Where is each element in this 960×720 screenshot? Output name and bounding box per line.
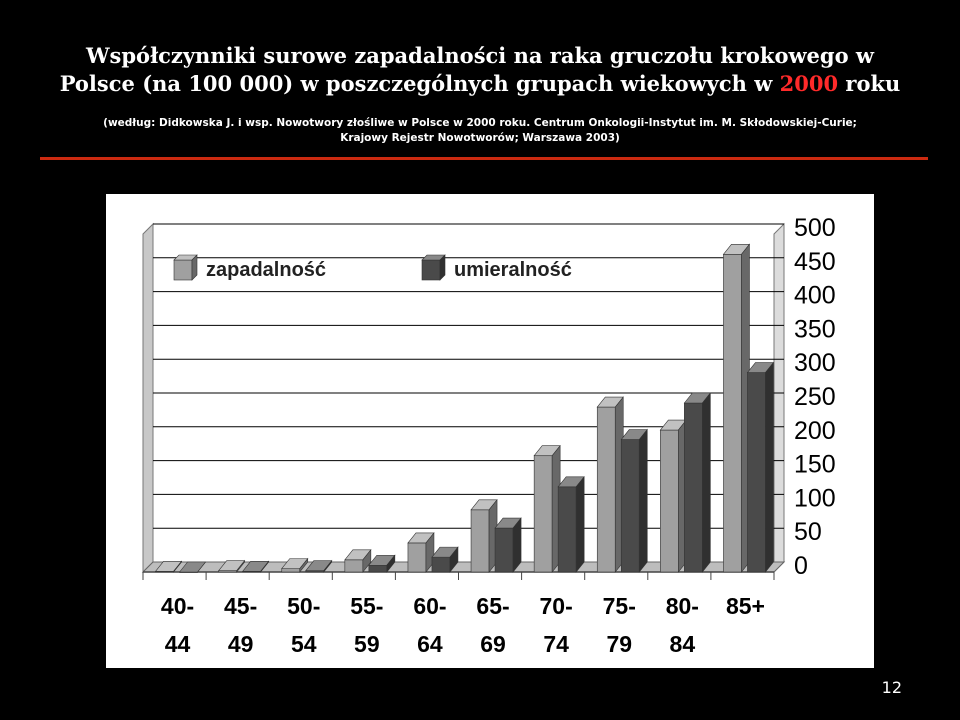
legend-swatch-zapadalnosc xyxy=(174,255,197,280)
title-part3: roku xyxy=(838,71,901,96)
y-tick-label: 400 xyxy=(794,281,836,310)
x-tick-label-top: 80- xyxy=(665,593,699,619)
x-tick-label-bottom: 64 xyxy=(417,631,443,657)
x-tick-label-top: 50- xyxy=(287,593,321,619)
x-tick-label-top: 75- xyxy=(602,593,636,619)
y-tick-labels xyxy=(794,214,836,580)
y-tick-label: 500 xyxy=(794,214,836,242)
y-tick-label: 350 xyxy=(794,315,836,344)
y-tick-label: 150 xyxy=(794,450,836,479)
x-tick-label-bottom: 59 xyxy=(354,631,380,657)
slide-title xyxy=(40,42,920,98)
bar-front xyxy=(345,560,363,572)
bar-zapadalnosc-4 xyxy=(408,533,434,572)
bar-zapadalnosc-9 xyxy=(723,244,749,572)
legend-label: zapadalność xyxy=(206,259,327,281)
bar-side xyxy=(513,518,521,572)
x-tick-labels xyxy=(161,593,765,657)
y-tick-label: 300 xyxy=(794,349,836,378)
title-year: 2000 xyxy=(779,71,839,96)
x-tick-label-bottom: 49 xyxy=(227,631,254,657)
y-tick-label: 250 xyxy=(794,383,836,411)
y-tick-label: 200 xyxy=(794,416,836,445)
bar-zapadalnosc-6 xyxy=(534,446,560,572)
slide-title-line1 xyxy=(40,42,920,70)
bar-side xyxy=(702,393,710,572)
bar-front xyxy=(684,403,702,572)
legend-swatch-front xyxy=(174,260,192,280)
x-tick-label-top: 70- xyxy=(539,593,573,619)
source-line1: (według: Didkowska J. i wsp. Nowotwory złośliwe w Polsce w 2000 roku. Centrum Onkologii-Instytut im. M. Skłodowskiej-Curie; xyxy=(103,117,857,129)
bar-front xyxy=(534,456,552,572)
bar-zapadalnosc-5 xyxy=(471,500,497,572)
page-number: 12 xyxy=(881,678,902,697)
slide-title-line2 xyxy=(40,70,920,98)
bar-chart xyxy=(106,194,874,668)
bar-front xyxy=(495,528,513,572)
bar-umieralnosc-6 xyxy=(558,477,584,572)
bar-front xyxy=(558,487,576,572)
y-tick-label: 450 xyxy=(794,247,836,276)
bar-side xyxy=(765,363,773,572)
y-tick-label: 0 xyxy=(794,552,808,580)
legend-swatch-front xyxy=(422,260,440,280)
bar-zapadalnosc-7 xyxy=(597,397,623,572)
bar-front xyxy=(747,373,765,572)
chart-side-wall xyxy=(143,224,153,572)
y-tick-label: 50 xyxy=(794,518,822,547)
bar-front xyxy=(723,254,741,572)
bar-front xyxy=(369,565,387,572)
x-tick-label-bottom: 44 xyxy=(164,631,191,657)
legend-swatch-umieralnosc xyxy=(422,255,445,280)
bar-front xyxy=(597,407,615,572)
source-line2: Krajowy Rejestr Nowotworów; Warszawa 2003) xyxy=(340,132,620,144)
bar-umieralnosc-5 xyxy=(495,518,521,572)
bar-front xyxy=(471,510,489,572)
x-tick-label-top: 55- xyxy=(350,593,384,619)
bar-umieralnosc-9 xyxy=(747,363,773,572)
x-tick-label-top: 45- xyxy=(224,593,258,619)
bar-umieralnosc-7 xyxy=(621,430,647,572)
title-divider xyxy=(40,157,928,160)
source-citation xyxy=(40,116,920,146)
title-part2: Polsce (na 100 000) w poszczególnych grupach wiekowych w xyxy=(59,71,780,96)
x-tick-label-top: 40- xyxy=(160,593,195,619)
bar-front xyxy=(282,569,300,572)
bar-side xyxy=(576,477,584,572)
y-tick-label: 100 xyxy=(794,484,836,513)
bar-umieralnosc-8 xyxy=(684,393,710,572)
bar-front xyxy=(660,430,678,572)
title-part1: Współczynniki surowe zapadalności na raka gruczołu krokowego w xyxy=(85,43,875,68)
x-tick-label-top: 85+ xyxy=(725,593,765,619)
legend-label: umieralność xyxy=(454,259,572,281)
bar-front xyxy=(408,543,426,572)
x-tick-label-bottom: 54 xyxy=(290,631,317,657)
x-tick-label-bottom: 69 xyxy=(480,631,506,657)
x-tick-label-bottom: 74 xyxy=(543,631,569,657)
x-tick-label-top: 60- xyxy=(413,593,447,619)
bar-zapadalnosc-8 xyxy=(660,420,686,572)
chart-right-wall xyxy=(774,224,784,572)
bar-front xyxy=(432,557,450,572)
x-tick-label-top: 65- xyxy=(476,593,510,619)
bar-side xyxy=(639,430,647,572)
chart-container xyxy=(106,194,874,668)
x-tick-label-bottom: 79 xyxy=(606,631,633,657)
bar-front xyxy=(621,440,639,572)
x-tick-label-bottom: 84 xyxy=(669,631,696,657)
